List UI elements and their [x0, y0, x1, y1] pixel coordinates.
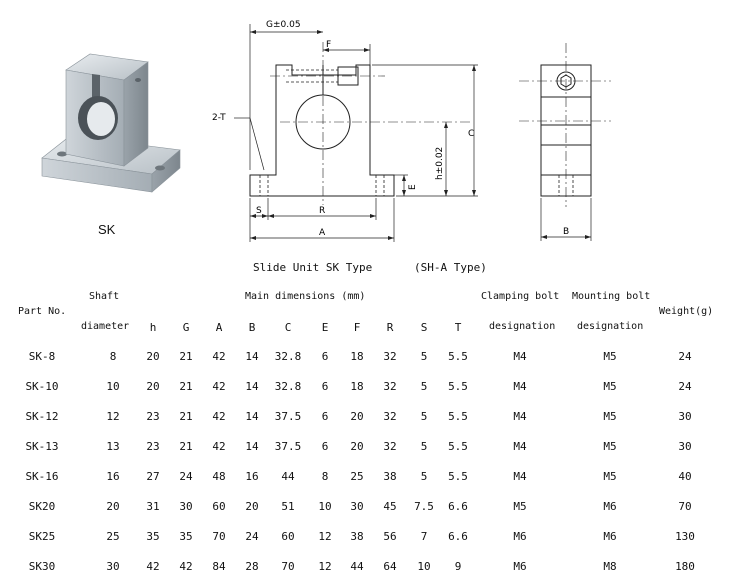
- cell-F: 44: [350, 560, 364, 573]
- cell-A: 84: [212, 560, 226, 573]
- cell-F: 20: [350, 410, 364, 423]
- cell-clamping-bolt: M4: [513, 410, 527, 423]
- cell-E: 6: [321, 410, 329, 423]
- cell-A: 42: [212, 350, 226, 363]
- cell-part-no: SK-8: [28, 350, 56, 363]
- cell-T: 5.5: [448, 410, 468, 423]
- header-dim-F: F: [353, 321, 361, 334]
- cell-R: 56: [383, 530, 397, 543]
- cell-mounting-bolt: M5: [603, 410, 617, 423]
- cell-clamping-bolt: M4: [513, 470, 527, 483]
- cell-F: 20: [350, 440, 364, 453]
- cell-T: 5.5: [448, 440, 468, 453]
- cell-shaft-diameter: 8: [109, 350, 117, 363]
- cell-part-no: SK20: [28, 500, 56, 513]
- cell-mounting-bolt: M5: [603, 470, 617, 483]
- cell-E: 6: [321, 380, 329, 393]
- dim-F-label: F: [326, 40, 332, 50]
- cell-h: 23: [146, 440, 160, 453]
- cell-F: 18: [350, 350, 364, 363]
- cell-shaft-diameter: 10: [106, 380, 120, 393]
- cell-B: 14: [245, 410, 259, 423]
- cell-R: 32: [383, 350, 397, 363]
- cell-B: 28: [245, 560, 259, 573]
- cell-S: 5: [420, 440, 428, 453]
- cell-shaft-diameter: 20: [106, 500, 120, 513]
- cell-part-no: SK-16: [25, 470, 59, 483]
- cell-h: 20: [146, 350, 160, 363]
- cell-R: 32: [383, 440, 397, 453]
- cell-S: 5: [420, 410, 428, 423]
- cell-A: 60: [212, 500, 226, 513]
- cell-B: 14: [245, 440, 259, 453]
- cell-weight: 40: [678, 470, 692, 483]
- header-dim-G: G: [182, 321, 190, 334]
- header-part-no: Part No.: [18, 306, 67, 317]
- cell-R: 32: [383, 380, 397, 393]
- cell-A: 42: [212, 440, 226, 453]
- cell-E: 12: [318, 560, 332, 573]
- cell-R: 38: [383, 470, 397, 483]
- cell-G: 21: [179, 410, 193, 423]
- cell-E: 6: [321, 350, 329, 363]
- header-mounting-bolt: Mounting bolt: [572, 291, 651, 302]
- header-dim-E: E: [321, 321, 329, 334]
- header-dim-C: C: [284, 321, 292, 334]
- cell-part-no: SK30: [28, 560, 56, 573]
- dim-B-label: B: [563, 227, 570, 237]
- cell-F: 25: [350, 470, 364, 483]
- cell-mounting-bolt: M6: [603, 500, 617, 513]
- header-clamping-designation: designation: [489, 321, 556, 332]
- cell-G: 21: [179, 440, 193, 453]
- cell-weight: 180: [675, 560, 695, 573]
- cell-C: 44: [281, 470, 295, 483]
- cell-T: 5.5: [448, 350, 468, 363]
- cell-E: 10: [318, 500, 332, 513]
- cell-A: 48: [212, 470, 226, 483]
- cell-mounting-bolt: M5: [603, 350, 617, 363]
- cell-C: 32.8: [274, 350, 302, 363]
- cell-B: 24: [245, 530, 259, 543]
- cell-clamping-bolt: M4: [513, 380, 527, 393]
- cell-C: 51: [281, 500, 295, 513]
- caption-title: Slide Unit SK Type: [253, 261, 373, 274]
- cell-C: 60: [281, 530, 295, 543]
- cell-F: 18: [350, 380, 364, 393]
- cell-part-no: SK-12: [25, 410, 59, 423]
- front-view-drawing: [210, 10, 500, 255]
- cell-clamping-bolt: M4: [513, 440, 527, 453]
- cell-h: 23: [146, 410, 160, 423]
- cell-S: 7: [420, 530, 428, 543]
- cell-h: 31: [146, 500, 160, 513]
- cell-shaft-diameter: 13: [106, 440, 120, 453]
- cell-E: 6: [321, 440, 329, 453]
- cell-mounting-bolt: M8: [603, 560, 617, 573]
- cell-G: 30: [179, 500, 193, 513]
- cell-F: 30: [350, 500, 364, 513]
- side-view-drawing: [515, 35, 615, 250]
- cell-h: 27: [146, 470, 160, 483]
- cell-B: 14: [245, 380, 259, 393]
- dim-h-label: h±0.02: [435, 146, 445, 180]
- cell-A: 70: [212, 530, 226, 543]
- cell-part-no: SK-10: [25, 380, 59, 393]
- cell-B: 16: [245, 470, 259, 483]
- cell-mounting-bolt: M5: [603, 380, 617, 393]
- header-dim-h: h: [149, 321, 157, 334]
- cell-weight: 30: [678, 440, 692, 453]
- cell-A: 42: [212, 380, 226, 393]
- cell-C: 37.5: [274, 440, 302, 453]
- cell-B: 20: [245, 500, 259, 513]
- cell-C: 70: [281, 560, 295, 573]
- cell-weight: 30: [678, 410, 692, 423]
- cell-G: 42: [179, 560, 193, 573]
- cell-B: 14: [245, 350, 259, 363]
- cell-part-no: SK-13: [25, 440, 59, 453]
- cell-clamping-bolt: M5: [513, 500, 527, 513]
- cell-weight: 70: [678, 500, 692, 513]
- dim-S-label: S: [256, 206, 262, 216]
- cell-h: 35: [146, 530, 160, 543]
- cell-R: 64: [383, 560, 397, 573]
- product-label: SK: [98, 222, 116, 237]
- header-mounting-designation: designation: [577, 321, 644, 332]
- header-shaft-diameter: diameter: [81, 321, 130, 332]
- cell-G: 24: [179, 470, 193, 483]
- dim-G-label: G±0.05: [266, 20, 301, 30]
- cell-clamping-bolt: M6: [513, 530, 527, 543]
- caption-type: (SH-A Type): [414, 261, 487, 274]
- cell-part-no: SK25: [28, 530, 56, 543]
- cell-weight: 130: [675, 530, 695, 543]
- dim-E-label: E: [408, 184, 418, 190]
- cell-E: 8: [321, 470, 329, 483]
- cell-mounting-bolt: M5: [603, 440, 617, 453]
- cell-S: 10: [417, 560, 431, 573]
- dim-2T-label: 2-T: [212, 113, 226, 123]
- cell-shaft-diameter: 25: [106, 530, 120, 543]
- cell-T: 6.6: [448, 530, 468, 543]
- cell-C: 37.5: [274, 410, 302, 423]
- header-dim-R: R: [386, 321, 394, 334]
- cell-shaft-diameter: 30: [106, 560, 120, 573]
- header-dim-S: S: [420, 321, 428, 334]
- cell-S: 5: [420, 380, 428, 393]
- header-dim-A: A: [215, 321, 223, 334]
- cell-h: 42: [146, 560, 160, 573]
- cell-weight: 24: [678, 350, 692, 363]
- cell-T: 9: [454, 560, 462, 573]
- cell-R: 45: [383, 500, 397, 513]
- cell-clamping-bolt: M4: [513, 350, 527, 363]
- header-dim-B: B: [248, 321, 256, 334]
- cell-shaft-diameter: 12: [106, 410, 120, 423]
- cell-C: 32.8: [274, 380, 302, 393]
- header-clamping-bolt: Clamping bolt: [481, 291, 560, 302]
- cell-A: 42: [212, 410, 226, 423]
- header-shaft: Shaft: [89, 291, 120, 302]
- cell-h: 20: [146, 380, 160, 393]
- cell-E: 12: [318, 530, 332, 543]
- cell-T: 5.5: [448, 380, 468, 393]
- header-dim-T: T: [454, 321, 462, 334]
- cell-R: 32: [383, 410, 397, 423]
- cell-T: 6.6: [448, 500, 468, 513]
- cell-weight: 24: [678, 380, 692, 393]
- product-photo: [30, 40, 200, 200]
- cell-S: 5: [420, 470, 428, 483]
- cell-F: 38: [350, 530, 364, 543]
- dim-A-label: A: [319, 228, 326, 238]
- cell-S: 7.5: [414, 500, 434, 513]
- cell-G: 21: [179, 350, 193, 363]
- dim-R-label: R: [319, 206, 326, 216]
- cell-mounting-bolt: M6: [603, 530, 617, 543]
- dim-C-label: C: [468, 129, 475, 139]
- header-weight: Weight(g): [659, 306, 714, 317]
- cell-G: 21: [179, 380, 193, 393]
- cell-G: 35: [179, 530, 193, 543]
- cell-T: 5.5: [448, 470, 468, 483]
- cell-S: 5: [420, 350, 428, 363]
- cell-shaft-diameter: 16: [106, 470, 120, 483]
- cell-clamping-bolt: M6: [513, 560, 527, 573]
- header-main-dimensions: Main dimensions (mm): [245, 291, 366, 302]
